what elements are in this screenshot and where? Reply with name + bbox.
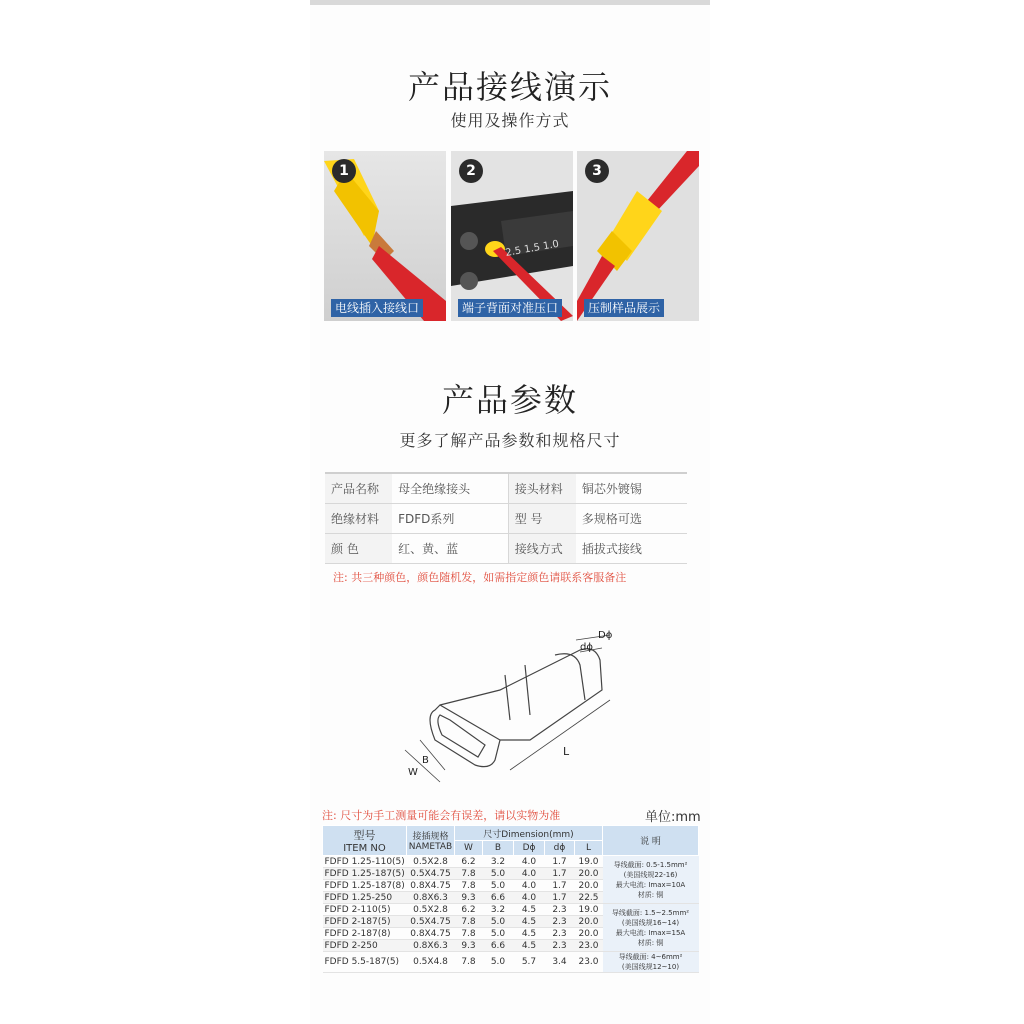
param-key: 接头材料: [509, 473, 576, 504]
param-value: FDFD系列: [392, 504, 508, 534]
spec-header-row: [323, 826, 699, 841]
param-value: 母全绝缘接头: [392, 473, 508, 504]
step-2-caption: 端子背面对准压口: [458, 299, 562, 317]
spec-cell: 5.0: [483, 916, 514, 928]
header-b: B: [483, 841, 514, 856]
step-3-number: 3: [585, 159, 609, 183]
demo-subtitle: 使用及操作方式: [450, 111, 570, 130]
spec-cell: 0.5X2.8: [407, 904, 455, 916]
item-no-cell: FDFD 5.5-187(5): [323, 952, 407, 973]
spec-cell: 20.0: [575, 868, 603, 880]
step-1-caption: 电线插入接线口: [331, 299, 423, 317]
description-line: (美国线规12~10): [621, 963, 680, 971]
diagram-collar-line: [505, 675, 510, 720]
step-1-number: 1: [332, 159, 356, 183]
spec-cell: 5.0: [483, 880, 514, 892]
spec-cell: 0.8X6.3: [407, 940, 455, 952]
header-model: [323, 826, 407, 856]
spec-cell: 19.0: [575, 904, 603, 916]
table-row: [323, 856, 699, 868]
step-2-photo: [451, 151, 573, 321]
item-no-cell: FDFD 1.25-187(5): [324, 868, 405, 879]
description-line: 导线截面: 0.5-1.5mm²: [613, 860, 688, 869]
spec-cell: 6.2: [455, 904, 483, 916]
params-title: 产品参数: [441, 381, 578, 419]
param-key: 颜 色: [325, 534, 392, 564]
spec-cell: 0.5X4.75: [407, 916, 455, 928]
spec-cell: 0.5X2.8: [407, 856, 455, 868]
spec-cell: 1.7: [545, 880, 575, 892]
description-line: 材质: 铜: [637, 938, 664, 947]
top-divider: [310, 0, 710, 5]
spec-cell: 2.3: [545, 940, 575, 952]
header-w: W: [455, 841, 483, 856]
spec-cell: 6.6: [483, 892, 514, 904]
spec-cell: 0.5X4.8: [407, 952, 455, 973]
description-line: 导线截面: 1.5~2.5mm²: [611, 908, 690, 917]
spec-cell: 4.0: [514, 880, 545, 892]
spec-cell: 6.2: [455, 856, 483, 868]
spec-cell: 6.6: [483, 940, 514, 952]
item-no-cell: FDFD 1.25-110(5): [324, 856, 405, 867]
param-value: 插拔式接线: [576, 534, 687, 564]
table-row: [323, 904, 699, 916]
params-subtitle: 更多了解产品参数和规格尺寸: [399, 431, 621, 450]
step-1-photo: [324, 151, 446, 321]
params-row: [325, 504, 687, 534]
table-row: [323, 952, 699, 973]
spec-cell: 2.3: [545, 916, 575, 928]
spec-cell: 2.3: [545, 928, 575, 940]
spec-body: [323, 856, 699, 973]
spec-cell: 1.7: [545, 892, 575, 904]
spec-cell: 0.5X4.75: [407, 868, 455, 880]
description-line: 最大电流: Imax=10A: [615, 880, 686, 889]
spec-cell: 4.0: [514, 868, 545, 880]
unit-label: 单位:mm: [645, 810, 701, 825]
spec-cell: 3.2: [483, 904, 514, 916]
spec-cell: 1.7: [545, 856, 575, 868]
spec-cell: 7.8: [455, 868, 483, 880]
spec-cell: 4.0: [514, 892, 545, 904]
spec-cell: 4.5: [514, 928, 545, 940]
diagram-tab-slot: [438, 715, 485, 757]
spec-cell: 3.4: [545, 952, 575, 973]
spec-description: [603, 904, 699, 952]
diagram-body-outline: [440, 649, 602, 740]
step-3-caption: 压制样品展示: [584, 299, 664, 317]
label-W: W: [408, 767, 418, 778]
param-value: 铜芯外镀锡: [576, 473, 687, 504]
spec-cell: 5.0: [483, 928, 514, 940]
diagram-tab-outline: [430, 705, 500, 767]
param-key: 绝缘材料: [325, 504, 392, 534]
description-line: 材质: 铜: [637, 890, 664, 899]
header-dimension: 尺寸Dimension(mm): [455, 826, 603, 841]
spec-cell: 4.0: [514, 856, 545, 868]
spec-cell: 5.0: [483, 868, 514, 880]
params-row: [325, 473, 687, 504]
spec-cell: 20.0: [575, 916, 603, 928]
spec-cell: 4.5: [514, 904, 545, 916]
spec-cell: 23.0: [575, 952, 603, 973]
spec-cell: 1.7: [545, 868, 575, 880]
spec-cell: 4.5: [514, 940, 545, 952]
spec-cell: 2.3: [545, 904, 575, 916]
spec-cell: 0.8X4.75: [407, 880, 455, 892]
header-l: L: [575, 841, 603, 856]
param-value: 多规格可选: [576, 504, 687, 534]
spec-cell: 7.8: [455, 952, 483, 973]
item-no-cell: FDFD 2-110(5): [323, 904, 407, 916]
spec-cell: 5.0: [483, 952, 514, 973]
demo-title: 产品接线演示: [407, 68, 612, 106]
spec-cell: 7.8: [455, 880, 483, 892]
label-L: L: [563, 745, 570, 758]
label-d: dɸ: [580, 642, 593, 653]
params-table: [325, 472, 687, 564]
L-dimension-line: [510, 700, 610, 770]
description-line: 导线截面: 4~6mm²: [618, 953, 683, 961]
description-line: (美国线规22-16): [623, 870, 678, 879]
color-note: 注: 共三种颜色，颜色随机发，如需指定颜色请联系客服备注: [333, 571, 627, 584]
item-no-cell: FDFD 1.25-250: [323, 892, 407, 904]
spec-cell: 9.3: [455, 892, 483, 904]
spec-cell: 22.5: [575, 892, 603, 904]
item-no-cell: FDFD 2-250: [323, 940, 407, 952]
spec-cell: 7.8: [455, 928, 483, 940]
spec-cell: 4.5: [514, 916, 545, 928]
label-B: B: [422, 755, 429, 766]
header-D: Dɸ: [514, 841, 545, 856]
item-no-cell: FDFD 2-187(8): [323, 928, 407, 940]
param-key: 型 号: [509, 504, 576, 534]
header-tab: [407, 826, 455, 856]
diagram-collar-line: [525, 665, 530, 715]
step-3-photo: [577, 151, 699, 321]
description-line: 最大电流: Imax=15A: [615, 928, 686, 937]
spec-cell: 5.7: [514, 952, 545, 973]
spec-description: [603, 952, 699, 973]
header-model-cn: 型号: [353, 829, 376, 842]
spec-cell: 0.8X6.3: [407, 892, 455, 904]
header-d: dɸ: [545, 841, 575, 856]
param-key: 产品名称: [325, 473, 392, 504]
measurement-note: 注: 尺寸为手工测量可能会有误差，请以实物为准: [322, 809, 561, 822]
spec-cell: 19.0: [575, 856, 603, 868]
spec-description: [603, 856, 699, 904]
description-line: (美国线规16~14): [621, 918, 680, 927]
spec-table: [322, 825, 699, 973]
header-tab-en: NAMETAB: [408, 842, 453, 852]
spec-cell: 7.8: [455, 916, 483, 928]
connector-diagram: [380, 620, 680, 790]
spec-cell: 3.2: [483, 856, 514, 868]
spec-cell: 23.0: [575, 940, 603, 952]
header-tab-cn: 接插规格: [412, 832, 449, 842]
param-value: 红、黄、蓝: [392, 534, 508, 564]
spec-cell: 20.0: [575, 928, 603, 940]
params-row: [325, 534, 687, 564]
header-desc: 说 明: [603, 826, 699, 856]
spec-cell: 0.8X4.75: [407, 928, 455, 940]
param-key: 接线方式: [509, 534, 576, 564]
spec-cell: 9.3: [455, 940, 483, 952]
item-no-cell: FDFD 2-187(5): [323, 916, 407, 928]
step-2-number: 2: [459, 159, 483, 183]
spec-cell: 20.0: [575, 880, 603, 892]
label-D: Dɸ: [598, 630, 613, 641]
crimp-size-marks: 2.5 1.5 1.0: [504, 238, 560, 259]
item-no-cell: FDFD 1.25-187(8): [324, 880, 405, 891]
header-model-en: ITEM NO: [343, 843, 386, 854]
